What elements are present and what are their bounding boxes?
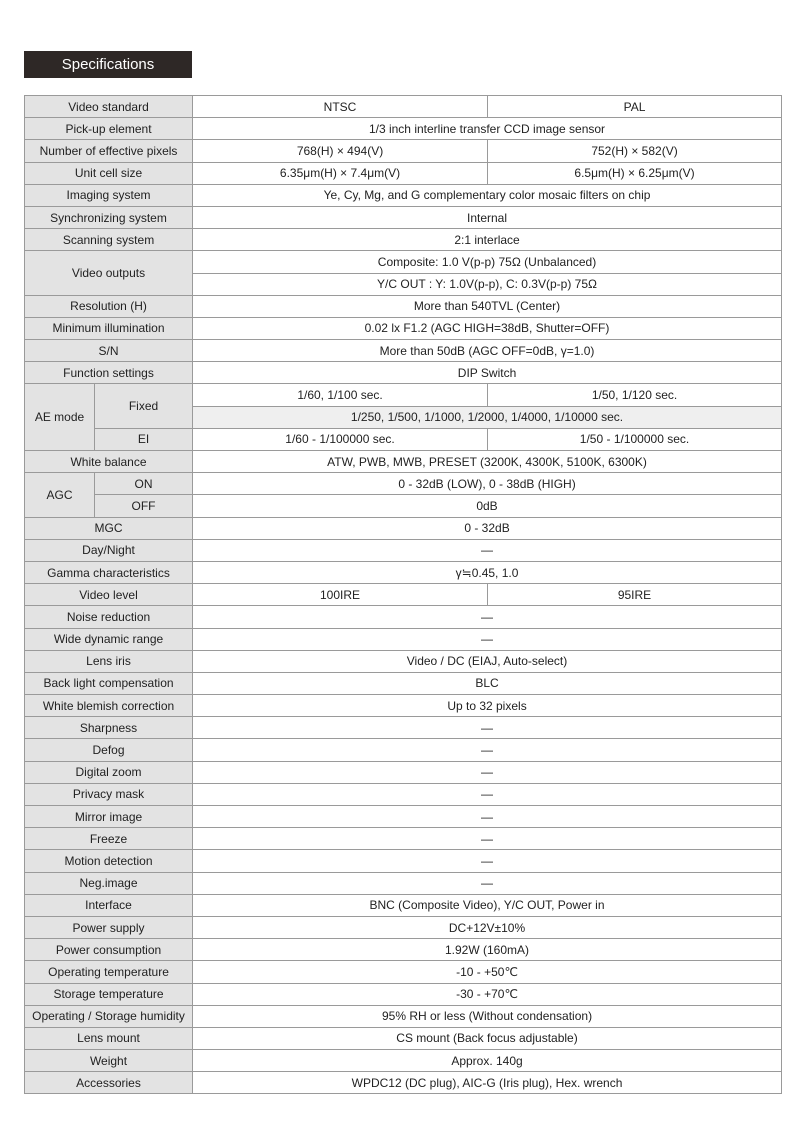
row-value: — [193, 717, 782, 739]
row-label: Synchronizing system [25, 206, 193, 228]
row-label: Power consumption [25, 939, 193, 961]
row-label: Video outputs [25, 251, 193, 295]
row-label: Minimum illumination [25, 317, 193, 339]
table-row [25, 1072, 782, 1094]
row-label: Video standard [25, 96, 193, 118]
row-value: — [193, 850, 782, 872]
row-label: Interface [25, 894, 193, 916]
row-value: -30 - +70℃ [193, 983, 782, 1005]
table-row [25, 561, 782, 583]
row-label: Back light compensation [25, 672, 193, 694]
table-row [25, 761, 782, 783]
ntsc-header: NTSC [193, 96, 488, 118]
row-value: 1/3 inch interline transfer CCD image sensor [193, 118, 782, 140]
row-label: Imaging system [25, 184, 193, 206]
row-label: Function settings [25, 362, 193, 384]
row-label: White balance [25, 451, 193, 473]
table-row [25, 939, 782, 961]
table-row [25, 428, 782, 450]
row-value: Video / DC (EIAJ, Auto-select) [193, 650, 782, 672]
table-row [25, 894, 782, 916]
row-label: Digital zoom [25, 761, 193, 783]
row-label: Lens mount [25, 1027, 193, 1049]
row-value: 1/250, 1/500, 1/1000, 1/2000, 1/4000, 1/10000 sec. [193, 406, 782, 428]
table-row [25, 162, 782, 184]
pal-value: 6.5μm(H) × 6.25μm(V) [488, 162, 782, 184]
row-value: WPDC12 (DC plug), AIC-G (Iris plug), Hex. wrench [193, 1072, 782, 1094]
table-row [25, 495, 782, 517]
table-row [25, 184, 782, 206]
row-value: — [193, 806, 782, 828]
row-label: Defog [25, 739, 193, 761]
table-row [25, 606, 782, 628]
ntsc-value: 6.35μm(H) × 7.4μm(V) [193, 162, 488, 184]
table-row [25, 295, 782, 317]
row-label: Weight [25, 1050, 193, 1072]
pal-value: 95IRE [488, 584, 782, 606]
row-label: Video level [25, 584, 193, 606]
row-label: Gamma characteristics [25, 561, 193, 583]
table-row [25, 384, 782, 406]
row-sublabel: EI [95, 428, 193, 450]
row-value: — [193, 828, 782, 850]
row-label: Lens iris [25, 650, 193, 672]
row-label: Accessories [25, 1072, 193, 1094]
table-row [25, 206, 782, 228]
row-label: White blemish correction [25, 695, 193, 717]
row-value: — [193, 872, 782, 894]
row-label: Mirror image [25, 806, 193, 828]
table-row [25, 872, 782, 894]
table-row [25, 739, 782, 761]
pal-value: 752(H) × 582(V) [488, 140, 782, 162]
row-value: 0.02 lx F1.2 (AGC HIGH=38dB, Shutter=OFF) [193, 317, 782, 339]
row-label: Power supply [25, 916, 193, 938]
table-row [25, 983, 782, 1005]
row-value: Up to 32 pixels [193, 695, 782, 717]
table-row [25, 916, 782, 938]
row-sublabel: ON [95, 473, 193, 495]
row-label: Storage temperature [25, 983, 193, 1005]
table-row [25, 1050, 782, 1072]
row-value: γ≒0.45, 1.0 [193, 561, 782, 583]
row-label: Wide dynamic range [25, 628, 193, 650]
ntsc-value: 100IRE [193, 584, 488, 606]
ntsc-value: 768(H) × 494(V) [193, 140, 488, 162]
row-value: Y/C OUT : Y: 1.0V(p-p), C: 0.3V(p-p) 75Ω [193, 273, 782, 295]
row-value: — [193, 606, 782, 628]
row-label: Privacy mask [25, 783, 193, 805]
pal-header: PAL [488, 96, 782, 118]
row-label: Number of effective pixels [25, 140, 193, 162]
row-value: — [193, 628, 782, 650]
table-row [25, 783, 782, 805]
row-value: — [193, 739, 782, 761]
row-label: Freeze [25, 828, 193, 850]
row-value: -10 - +50℃ [193, 961, 782, 983]
ntsc-value: 1/60 - 1/100000 sec. [193, 428, 488, 450]
row-value: 1.92W (160mA) [193, 939, 782, 961]
page-title: Specifications [24, 51, 192, 78]
table-row [25, 517, 782, 539]
row-label: S/N [25, 340, 193, 362]
row-label: Pick-up element [25, 118, 193, 140]
table-row [25, 473, 782, 495]
table-row [25, 1005, 782, 1027]
specifications-table [24, 95, 782, 1094]
row-sublabel: Fixed [95, 384, 193, 428]
table-row [25, 961, 782, 983]
row-label: Scanning system [25, 229, 193, 251]
table-row [25, 695, 782, 717]
table-row [25, 118, 782, 140]
row-value: Ye, Cy, Mg, and G complementary color mosaic filters on chip [193, 184, 782, 206]
row-value: 95% RH or less (Without condensation) [193, 1005, 782, 1027]
table-row [25, 672, 782, 694]
row-label: Neg.image [25, 872, 193, 894]
table-row [25, 229, 782, 251]
row-value: ATW, PWB, MWB, PRESET (3200K, 4300K, 5100K, 6300K) [193, 451, 782, 473]
table-row [25, 1027, 782, 1049]
table-row [25, 650, 782, 672]
row-value: More than 540TVL (Center) [193, 295, 782, 317]
row-label: Motion detection [25, 850, 193, 872]
row-label: Sharpness [25, 717, 193, 739]
row-value: BNC (Composite Video), Y/C OUT, Power in [193, 894, 782, 916]
row-value: — [193, 761, 782, 783]
row-label: AE mode [25, 384, 95, 451]
row-value: DIP Switch [193, 362, 782, 384]
row-value: CS mount (Back focus adjustable) [193, 1027, 782, 1049]
row-value: More than 50dB (AGC OFF=0dB, γ=1.0) [193, 340, 782, 362]
row-value: Composite: 1.0 V(p-p) 75Ω (Unbalanced) [193, 251, 782, 273]
table-row [25, 140, 782, 162]
table-row [25, 806, 782, 828]
row-value: 0dB [193, 495, 782, 517]
row-label: Operating / Storage humidity [25, 1005, 193, 1027]
row-label: Operating temperature [25, 961, 193, 983]
ntsc-value: 1/60, 1/100 sec. [193, 384, 488, 406]
table-row [25, 251, 782, 273]
table-row [25, 539, 782, 561]
table-row [25, 362, 782, 384]
pal-value: 1/50 - 1/100000 sec. [488, 428, 782, 450]
table-row [25, 717, 782, 739]
row-label: Day/Night [25, 539, 193, 561]
row-label: MGC [25, 517, 193, 539]
row-value: 2:1 interlace [193, 229, 782, 251]
row-value: Internal [193, 206, 782, 228]
row-label: Unit cell size [25, 162, 193, 184]
row-label: AGC [25, 473, 95, 517]
table-row [25, 584, 782, 606]
table-row [25, 628, 782, 650]
row-value: — [193, 539, 782, 561]
row-value: BLC [193, 672, 782, 694]
row-value: — [193, 783, 782, 805]
row-value: 0 - 32dB [193, 517, 782, 539]
row-value: DC+12V±10% [193, 916, 782, 938]
row-sublabel: OFF [95, 495, 193, 517]
table-row [25, 828, 782, 850]
row-label: Noise reduction [25, 606, 193, 628]
row-label: Resolution (H) [25, 295, 193, 317]
row-value: 0 - 32dB (LOW), 0 - 38dB (HIGH) [193, 473, 782, 495]
row-value: Approx. 140g [193, 1050, 782, 1072]
table-row [25, 317, 782, 339]
pal-value: 1/50, 1/120 sec. [488, 384, 782, 406]
table-row [25, 96, 782, 118]
table-row [25, 451, 782, 473]
table-row [25, 850, 782, 872]
table-row [25, 340, 782, 362]
